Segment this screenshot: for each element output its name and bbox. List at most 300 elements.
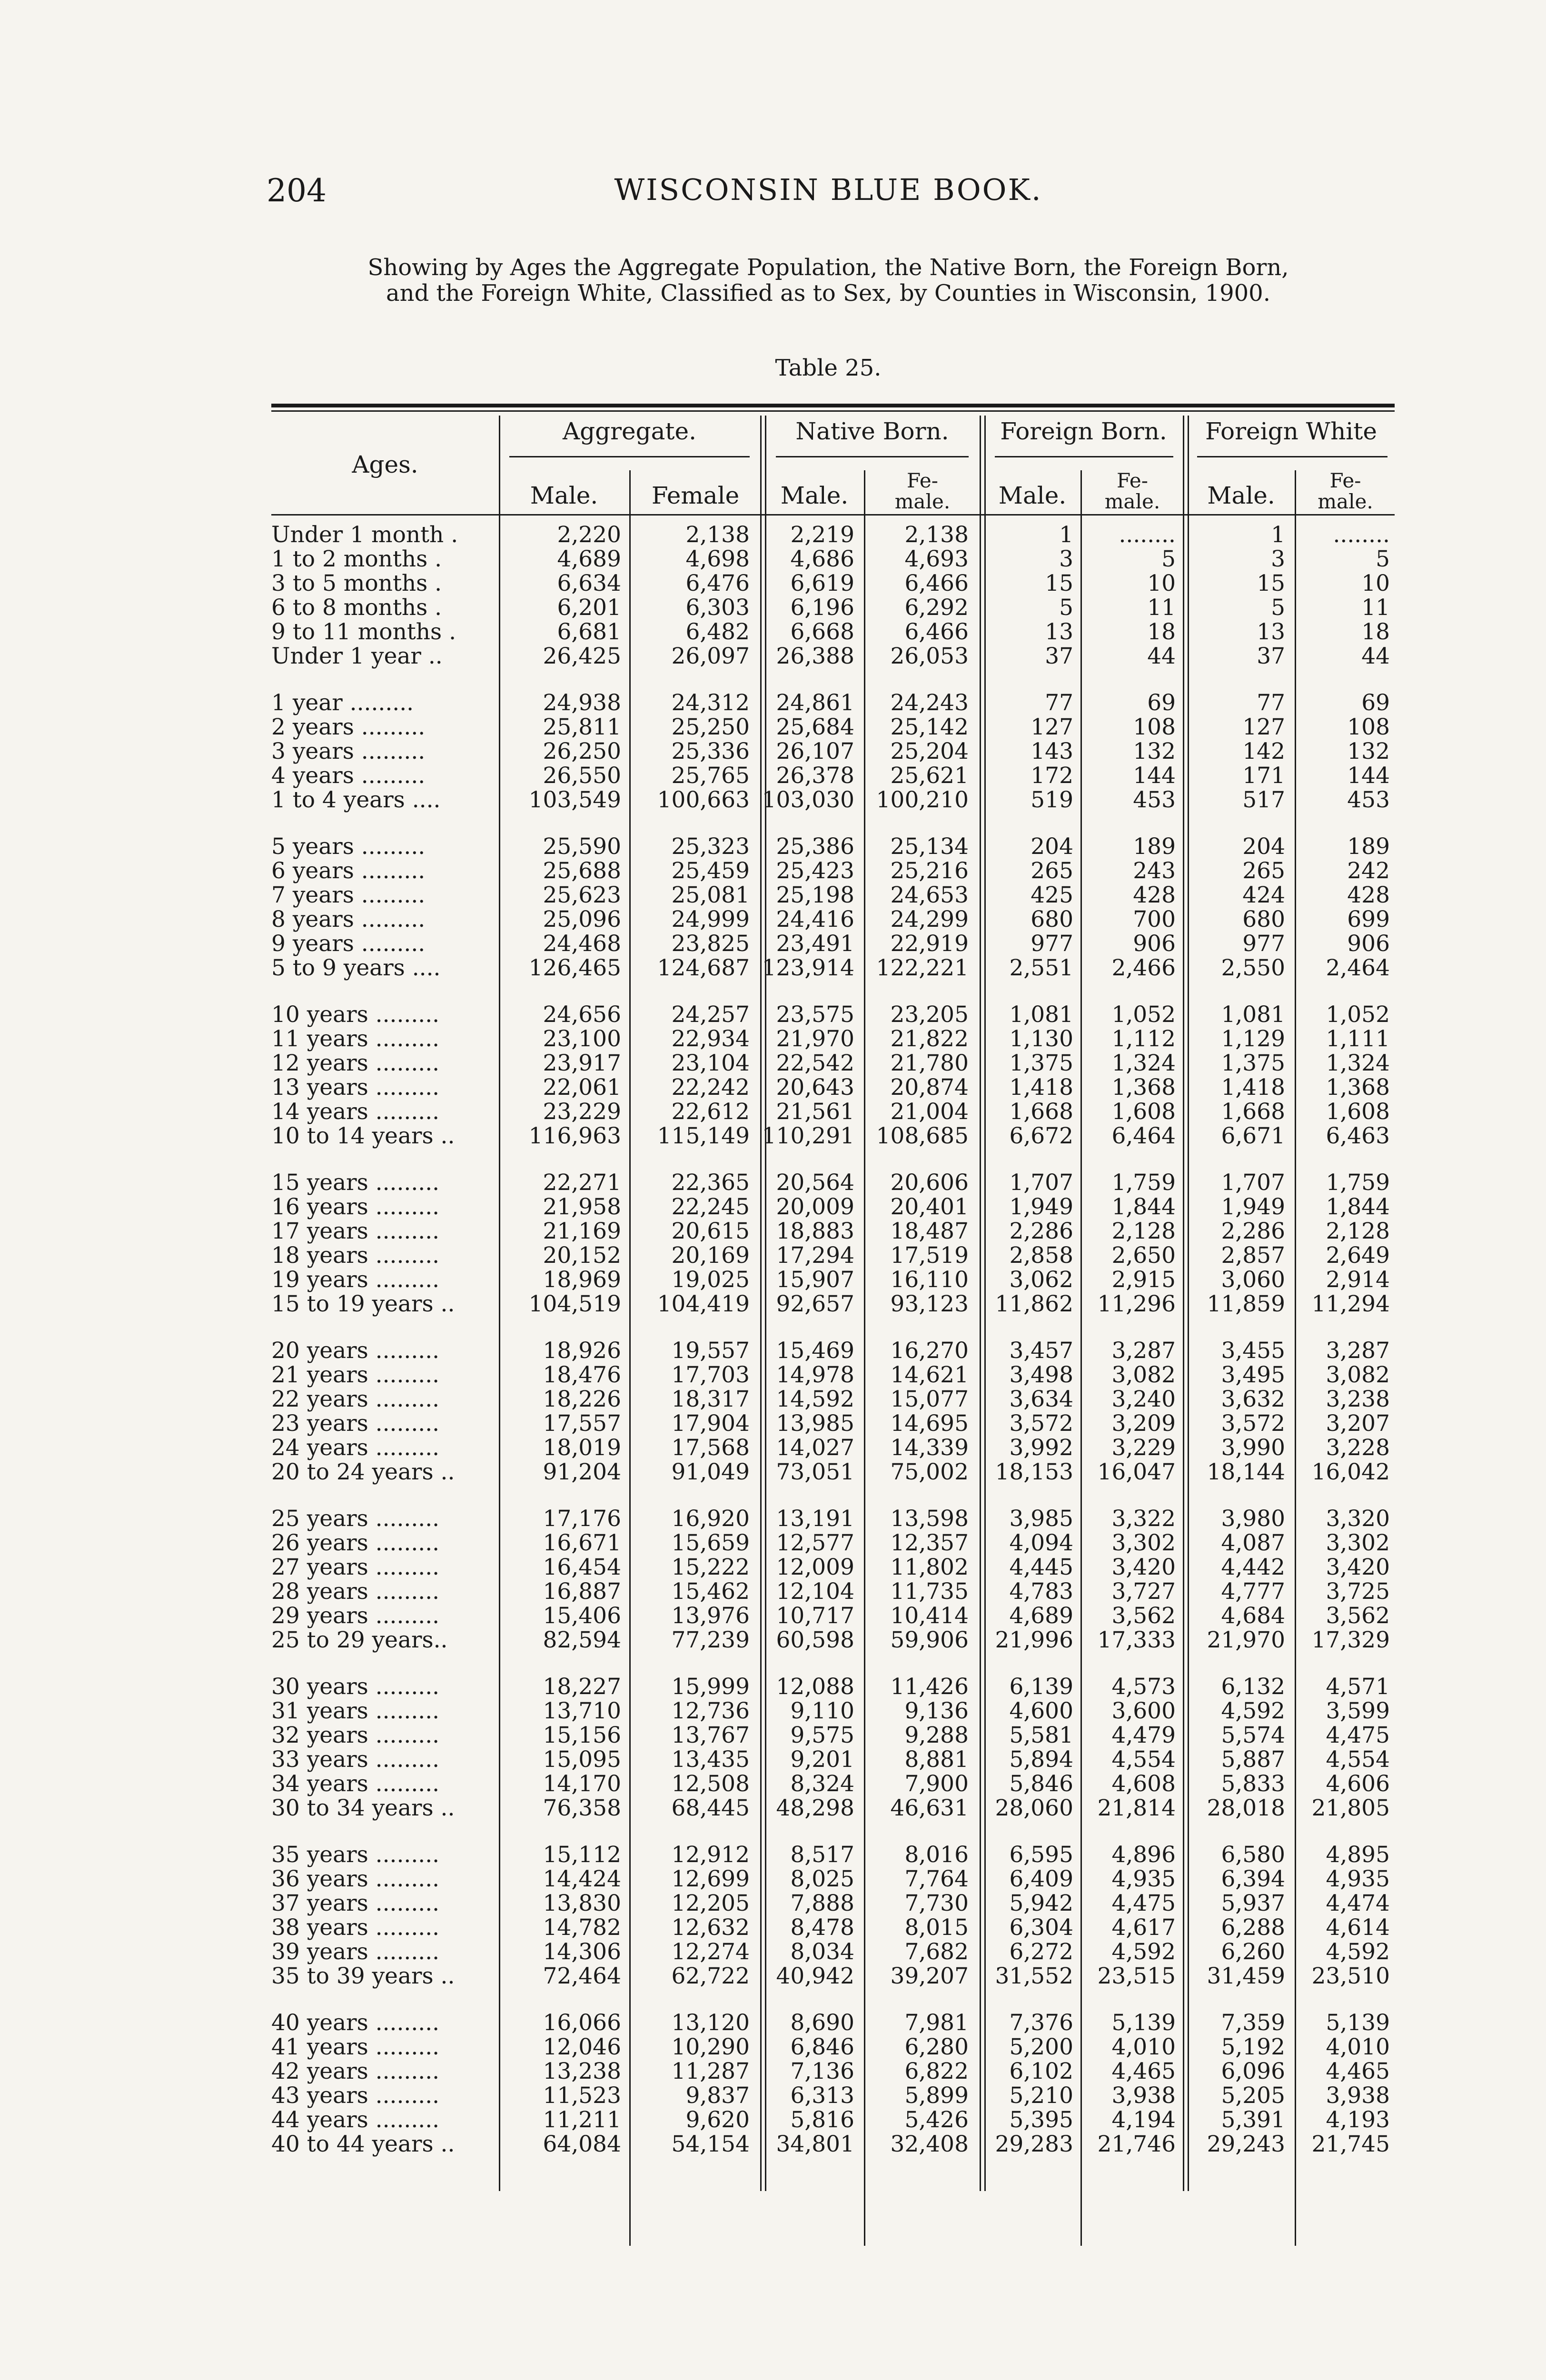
- header-native-male: Male.: [780, 482, 849, 509]
- cell-foreign-male: 5,200: [1009, 2034, 1073, 2060]
- cell-foreign-male: 4,094: [1009, 1530, 1073, 1556]
- cell-aggregate-female: 17,904: [671, 1410, 750, 1437]
- cell-native-female: 39,207: [890, 1963, 969, 1989]
- header-male-suffix: male.: [1318, 490, 1373, 513]
- age-group: [271, 1339, 1395, 1484]
- cell-aggregate-female: 68,445: [671, 1795, 750, 1821]
- cell-white-male: 680: [1242, 906, 1285, 932]
- age-label: 15 years .........: [271, 1170, 440, 1196]
- cell-white-female: 1,052: [1326, 1002, 1390, 1028]
- cell-white-female: 3,302: [1326, 1530, 1390, 1556]
- cell-foreign-male: 4,689: [1009, 1603, 1073, 1629]
- cell-aggregate-male: 103,549: [528, 787, 621, 813]
- age-label: 7 years .........: [271, 882, 426, 908]
- cell-foreign-female: 108: [1133, 714, 1176, 740]
- cell-native-male: 10,717: [776, 1603, 854, 1629]
- age-label: 20 years .........: [271, 1338, 440, 1364]
- cell-aggregate-male: 20,152: [543, 1242, 621, 1269]
- cell-foreign-male: 519: [1031, 787, 1073, 813]
- cell-native-female: 46,631: [890, 1795, 969, 1821]
- cell-aggregate-male: 16,887: [543, 1578, 621, 1605]
- table-row: [271, 691, 1395, 715]
- cell-white-female: 1,844: [1326, 1194, 1390, 1220]
- cell-aggregate-female: 11,287: [671, 2058, 750, 2084]
- cell-aggregate-male: 23,917: [543, 1050, 621, 1076]
- header-bottom-rule: [271, 514, 1395, 516]
- cell-foreign-female: 17,333: [1097, 1627, 1176, 1653]
- cell-aggregate-male: 26,250: [543, 738, 621, 764]
- cell-native-female: 20,401: [890, 1194, 969, 1220]
- cell-native-female: 18,487: [890, 1218, 969, 1244]
- cell-native-female: 7,730: [904, 1890, 969, 1916]
- cell-white-male: 13: [1257, 619, 1285, 645]
- cell-aggregate-male: 6,681: [557, 619, 621, 645]
- age-group: [271, 691, 1395, 812]
- header-white-male: Male.: [1207, 482, 1275, 509]
- cell-white-male: 4,087: [1221, 1530, 1285, 1556]
- cell-foreign-male: 5,894: [1009, 1746, 1073, 1773]
- cell-aggregate-female: 22,365: [671, 1170, 750, 1196]
- cell-aggregate-female: 22,612: [671, 1099, 750, 1125]
- cell-foreign-male: 1,375: [1009, 1050, 1073, 1076]
- header-native-born: Native Born.: [795, 417, 949, 445]
- cell-aggregate-female: 15,222: [671, 1554, 750, 1580]
- cell-white-male: 127: [1242, 714, 1285, 740]
- cell-native-male: 12,577: [776, 1530, 854, 1556]
- cell-native-female: 24,243: [890, 690, 969, 716]
- cell-foreign-female: 132: [1133, 738, 1176, 764]
- age-label: 33 years .........: [271, 1746, 440, 1773]
- age-label: 27 years .........: [271, 1554, 440, 1580]
- header-aggregate-female: Female: [651, 482, 740, 509]
- age-group: [271, 1170, 1395, 1316]
- cell-white-female: 2,914: [1326, 1267, 1390, 1293]
- cell-aggregate-male: 25,096: [543, 906, 621, 932]
- cell-native-male: 9,575: [790, 1722, 854, 1748]
- cell-aggregate-female: 13,767: [671, 1722, 750, 1748]
- table-row: [271, 1723, 1395, 1747]
- cell-foreign-male: 1,130: [1009, 1026, 1073, 1052]
- table-row: [271, 1604, 1395, 1628]
- cell-foreign-female: 3,082: [1111, 1362, 1176, 1388]
- cell-foreign-male: 1: [1059, 522, 1073, 548]
- age-group: [271, 1843, 1395, 1988]
- table-row: [271, 1363, 1395, 1387]
- cell-native-female: 17,519: [890, 1242, 969, 1269]
- cell-native-male: 103,030: [762, 787, 854, 813]
- cell-white-female: 3,420: [1326, 1554, 1390, 1580]
- cell-white-male: 28,018: [1207, 1795, 1285, 1821]
- table-row: [271, 2083, 1395, 2108]
- table-row: [271, 1531, 1395, 1555]
- cell-native-male: 14,978: [776, 1362, 854, 1388]
- cell-white-female: 4,592: [1326, 1939, 1390, 1965]
- cell-white-female: 21,805: [1311, 1795, 1390, 1821]
- header-aggregate: Aggregate.: [562, 417, 696, 445]
- cell-native-female: 7,981: [904, 2010, 969, 2036]
- age-label: 22 years .........: [271, 1386, 440, 1412]
- cell-native-male: 24,861: [776, 690, 854, 716]
- table-row: [271, 1387, 1395, 1411]
- cell-aggregate-female: 19,025: [671, 1267, 750, 1293]
- running-header: [267, 172, 1390, 215]
- cell-white-male: 4,684: [1221, 1603, 1285, 1629]
- age-label: 24 years .........: [271, 1435, 440, 1461]
- cell-foreign-male: 6,595: [1009, 1842, 1073, 1868]
- cell-foreign-female: 243: [1133, 858, 1176, 884]
- cell-native-male: 7,888: [790, 1890, 854, 1916]
- cell-native-female: 8,881: [904, 1746, 969, 1773]
- cell-aggregate-female: 12,699: [671, 1866, 750, 1892]
- cell-native-female: 14,695: [890, 1410, 969, 1437]
- cell-white-female: 242: [1347, 858, 1390, 884]
- cell-aggregate-female: 15,462: [671, 1578, 750, 1605]
- cell-white-male: 11,859: [1207, 1291, 1285, 1317]
- table-row: [271, 764, 1395, 788]
- cell-white-male: 977: [1242, 931, 1285, 957]
- cell-white-female: 4,571: [1326, 1674, 1390, 1700]
- cell-foreign-female: 1,112: [1111, 1026, 1176, 1052]
- cell-aggregate-male: 17,557: [543, 1410, 621, 1437]
- cell-aggregate-female: 24,999: [671, 906, 750, 932]
- cell-aggregate-female: 22,242: [671, 1074, 750, 1101]
- table-row: [271, 1507, 1395, 1531]
- cell-white-female: 1,368: [1326, 1074, 1390, 1101]
- cell-white-female: 10: [1361, 570, 1390, 596]
- cell-native-female: 75,002: [890, 1459, 969, 1485]
- cell-foreign-male: 3,457: [1009, 1338, 1073, 1364]
- table-row: [271, 715, 1395, 739]
- cell-foreign-male: 425: [1031, 882, 1073, 908]
- cell-native-male: 48,298: [776, 1795, 854, 1821]
- age-label: 41 years .........: [271, 2034, 440, 2060]
- cell-foreign-male: 28,060: [995, 1795, 1073, 1821]
- cell-aggregate-female: 25,336: [671, 738, 750, 764]
- table-row: [271, 1124, 1395, 1148]
- cell-foreign-female: 2,466: [1111, 955, 1176, 981]
- age-label: 13 years .........: [271, 1074, 440, 1101]
- cell-foreign-male: 5,581: [1009, 1722, 1073, 1748]
- age-label: 17 years .........: [271, 1218, 440, 1244]
- cell-foreign-female: 4,554: [1111, 1746, 1176, 1773]
- table-row: [271, 1195, 1395, 1219]
- cell-foreign-female: 16,047: [1097, 1459, 1176, 1485]
- cell-white-male: 3,572: [1221, 1410, 1285, 1437]
- table-row: [271, 2011, 1395, 2035]
- cell-aggregate-female: 20,169: [671, 1242, 750, 1269]
- cell-aggregate-female: 100,663: [657, 787, 750, 813]
- cell-aggregate-male: 13,830: [543, 1890, 621, 1916]
- cell-white-female: 4,475: [1326, 1722, 1390, 1748]
- cell-foreign-female: 4,608: [1111, 1771, 1176, 1797]
- cell-aggregate-male: 23,100: [543, 1026, 621, 1052]
- age-label: 23 years .........: [271, 1410, 440, 1437]
- cell-aggregate-female: 104,419: [657, 1291, 750, 1317]
- cell-foreign-male: 1,707: [1009, 1170, 1073, 1196]
- cell-native-female: 21,822: [890, 1026, 969, 1052]
- cell-foreign-male: 77: [1045, 690, 1073, 716]
- header-ages: Ages.: [352, 451, 418, 478]
- cell-foreign-male: 5,846: [1009, 1771, 1073, 1797]
- cell-white-male: 265: [1242, 858, 1285, 884]
- cell-native-male: 12,009: [776, 1554, 854, 1580]
- cell-white-female: 18: [1361, 619, 1390, 645]
- cell-aggregate-male: 15,156: [543, 1722, 621, 1748]
- cell-native-male: 21,970: [776, 1026, 854, 1052]
- cell-foreign-female: 4,475: [1111, 1890, 1176, 1916]
- table-row: [271, 859, 1395, 883]
- cell-aggregate-male: 18,926: [543, 1338, 621, 1364]
- age-label: 5 to 9 years ....: [271, 955, 441, 981]
- cell-foreign-female: 3,420: [1111, 1554, 1176, 1580]
- cell-white-female: 1,608: [1326, 1099, 1390, 1125]
- cell-white-male: 2,550: [1221, 955, 1285, 981]
- cell-white-female: 3,207: [1326, 1410, 1390, 1437]
- table-title: Table 25.: [775, 355, 882, 381]
- cell-foreign-female: 1,324: [1111, 1050, 1176, 1076]
- cell-aggregate-female: 25,459: [671, 858, 750, 884]
- age-label: Under 1 year ..: [271, 643, 443, 669]
- cell-aggregate-female: 19,557: [671, 1338, 750, 1364]
- cell-foreign-male: 172: [1031, 763, 1073, 789]
- cell-native-male: 6,668: [790, 619, 854, 645]
- cell-white-male: 5,937: [1221, 1890, 1285, 1916]
- table-row: [271, 571, 1395, 595]
- age-label: 25 to 29 years..: [271, 1627, 448, 1653]
- age-label: 20 to 24 years ..: [271, 1459, 455, 1485]
- cell-native-male: 6,313: [790, 2082, 854, 2109]
- table-row: [271, 1867, 1395, 1891]
- table-row: [271, 1940, 1395, 1964]
- cell-native-female: 14,339: [890, 1435, 969, 1461]
- table-row: [271, 1051, 1395, 1075]
- cell-foreign-male: 3,634: [1009, 1386, 1073, 1412]
- cell-native-male: 8,517: [790, 1842, 854, 1868]
- cell-white-female: 453: [1347, 787, 1390, 813]
- cell-foreign-male: 11,862: [995, 1291, 1073, 1317]
- table-row: [271, 2132, 1395, 2156]
- table-top-rule-thin: [271, 410, 1395, 412]
- cell-white-female: 16,042: [1311, 1459, 1390, 1485]
- cell-aggregate-female: 13,120: [671, 2010, 750, 2036]
- cell-white-male: 3,455: [1221, 1338, 1285, 1364]
- cell-aggregate-male: 14,782: [543, 1914, 621, 1941]
- cell-native-female: 7,900: [904, 1771, 969, 1797]
- cell-aggregate-male: 14,424: [543, 1866, 621, 1892]
- table-row: [271, 788, 1395, 812]
- cell-native-female: 59,906: [890, 1627, 969, 1653]
- cell-white-female: 1,759: [1326, 1170, 1390, 1196]
- cell-aggregate-male: 25,688: [543, 858, 621, 884]
- cell-white-female: 4,614: [1326, 1914, 1390, 1941]
- cell-white-male: 5,574: [1221, 1722, 1285, 1748]
- age-label: 32 years .........: [271, 1722, 440, 1748]
- cell-aggregate-male: 22,271: [543, 1170, 621, 1196]
- cell-native-female: 6,466: [904, 570, 969, 596]
- cell-aggregate-female: 12,274: [671, 1939, 750, 1965]
- cell-foreign-male: 21,996: [995, 1627, 1073, 1653]
- cell-native-female: 2,138: [904, 522, 969, 548]
- cell-native-male: 15,907: [776, 1267, 854, 1293]
- cell-native-male: 2,219: [790, 522, 854, 548]
- running-title: WISCONSIN BLUE BOOK.: [614, 172, 1042, 207]
- table-row: [271, 1411, 1395, 1436]
- age-label: 3 to 5 months .: [271, 570, 442, 596]
- cell-foreign-female: 4,592: [1111, 1939, 1176, 1965]
- table-row: [271, 883, 1395, 907]
- cell-white-female: 5,139: [1326, 2010, 1390, 2036]
- cell-foreign-male: 4,600: [1009, 1698, 1073, 1724]
- cell-native-female: 11,426: [890, 1674, 969, 1700]
- age-label: 4 years .........: [271, 763, 426, 789]
- cell-white-female: 4,935: [1326, 1866, 1390, 1892]
- header-foreign-female: [1082, 470, 1183, 512]
- cell-foreign-female: 3,229: [1111, 1435, 1176, 1461]
- cell-foreign-male: 3,572: [1009, 1410, 1073, 1437]
- table-row: [271, 523, 1395, 547]
- cell-white-male: 4,777: [1221, 1578, 1285, 1605]
- cell-aggregate-male: 25,623: [543, 882, 621, 908]
- cell-foreign-female: 21,746: [1097, 2131, 1176, 2157]
- age-label: 34 years .........: [271, 1771, 440, 1797]
- cell-aggregate-male: 2,220: [557, 522, 621, 548]
- cell-foreign-female: 5,139: [1111, 2010, 1176, 2036]
- cell-white-female: 3,228: [1326, 1435, 1390, 1461]
- cell-foreign-male: 5,942: [1009, 1890, 1073, 1916]
- cell-white-female: 3,725: [1326, 1578, 1390, 1605]
- cell-native-female: 9,288: [904, 1722, 969, 1748]
- cell-aggregate-male: 11,523: [543, 2082, 621, 2109]
- cell-native-male: 8,025: [790, 1866, 854, 1892]
- cell-white-female: 144: [1347, 763, 1390, 789]
- cell-aggregate-female: 16,920: [671, 1506, 750, 1532]
- table-row: [271, 1075, 1395, 1100]
- cell-foreign-male: 143: [1031, 738, 1073, 764]
- table-row: [271, 2035, 1395, 2059]
- cell-white-male: 1,668: [1221, 1099, 1285, 1125]
- cell-foreign-male: 37: [1045, 643, 1073, 669]
- cell-white-female: 21,745: [1311, 2131, 1390, 2157]
- cell-foreign-female: 3,302: [1111, 1530, 1176, 1556]
- cell-white-female: 11,294: [1311, 1291, 1390, 1317]
- header-foreign-born: Foreign Born.: [1000, 417, 1167, 445]
- cell-aggregate-male: 23,229: [543, 1099, 621, 1125]
- table-row: [271, 1747, 1395, 1772]
- cell-white-male: 29,243: [1207, 2131, 1285, 2157]
- table-row: [271, 595, 1395, 620]
- age-label: 25 years .........: [271, 1506, 440, 1532]
- cell-native-male: 13,191: [776, 1506, 854, 1532]
- cell-native-female: 6,822: [904, 2058, 969, 2084]
- cell-native-female: 25,204: [890, 738, 969, 764]
- cell-native-male: 34,801: [776, 2131, 854, 2157]
- cell-white-male: 171: [1242, 763, 1285, 789]
- cell-native-female: 8,016: [904, 1842, 969, 1868]
- table-row: [271, 1628, 1395, 1652]
- cell-white-male: 4,442: [1221, 1554, 1285, 1580]
- cell-white-female: 4,465: [1326, 2058, 1390, 2084]
- age-group: [271, 1002, 1395, 1148]
- cell-white-male: 18,144: [1207, 1459, 1285, 1485]
- cell-white-female: 189: [1347, 833, 1390, 860]
- cell-aggregate-male: 18,969: [543, 1267, 621, 1293]
- cell-native-female: 13,598: [890, 1506, 969, 1532]
- cell-foreign-male: 1,668: [1009, 1099, 1073, 1125]
- cell-native-female: 20,606: [890, 1170, 969, 1196]
- cell-native-female: 6,280: [904, 2034, 969, 2060]
- cell-aggregate-female: 23,825: [671, 931, 750, 957]
- table-row: [271, 1555, 1395, 1579]
- table-row: [271, 1339, 1395, 1363]
- cell-foreign-female: 3,322: [1111, 1506, 1176, 1532]
- cell-native-female: 25,216: [890, 858, 969, 884]
- table-caption: [267, 255, 1390, 306]
- cell-white-male: 37: [1257, 643, 1285, 669]
- cell-aggregate-male: 76,358: [543, 1795, 621, 1821]
- cell-foreign-female: 23,515: [1097, 1963, 1176, 1989]
- cell-aggregate-female: 13,435: [671, 1746, 750, 1773]
- cell-foreign-female: 453: [1133, 787, 1176, 813]
- cell-white-male: 31,459: [1207, 1963, 1285, 1989]
- cell-white-male: 5: [1271, 595, 1285, 621]
- cell-white-female: 1,324: [1326, 1050, 1390, 1076]
- cell-white-male: 1,707: [1221, 1170, 1285, 1196]
- cell-aggregate-female: 12,205: [671, 1890, 750, 1916]
- table-row: [271, 1772, 1395, 1796]
- header-underline: [995, 456, 1173, 457]
- cell-native-female: 32,408: [890, 2131, 969, 2157]
- cell-native-female: 7,764: [904, 1866, 969, 1892]
- cell-white-female: 3,287: [1326, 1338, 1390, 1364]
- cell-white-male: 5,391: [1221, 2107, 1285, 2133]
- age-group: [271, 2011, 1395, 2156]
- cell-native-male: 123,914: [762, 955, 854, 981]
- cell-foreign-female: 1,368: [1111, 1074, 1176, 1101]
- age-label: 15 to 19 years ..: [271, 1291, 455, 1317]
- cell-white-male: 1,949: [1221, 1194, 1285, 1220]
- cell-aggregate-male: 25,590: [543, 833, 621, 860]
- cell-aggregate-male: 16,454: [543, 1554, 621, 1580]
- table-row: [271, 1170, 1395, 1195]
- cell-native-male: 20,643: [776, 1074, 854, 1101]
- cell-native-female: 6,292: [904, 595, 969, 621]
- cell-native-male: 6,846: [790, 2034, 854, 2060]
- cell-aggregate-female: 9,620: [685, 2107, 750, 2133]
- cell-aggregate-male: 15,095: [543, 1746, 621, 1773]
- table-row: [271, 2059, 1395, 2083]
- cell-white-female: 44: [1361, 643, 1390, 669]
- cell-native-male: 14,027: [776, 1435, 854, 1461]
- cell-native-male: 17,294: [776, 1242, 854, 1269]
- cell-native-male: 6,196: [790, 595, 854, 621]
- cell-native-male: 20,564: [776, 1170, 854, 1196]
- age-label: 1 year .........: [271, 690, 414, 716]
- cell-white-male: 1,375: [1221, 1050, 1285, 1076]
- age-label: 35 to 39 years ..: [271, 1963, 455, 1989]
- cell-native-female: 21,780: [890, 1050, 969, 1076]
- cell-native-male: 13,985: [776, 1410, 854, 1437]
- cell-white-male: 6,394: [1221, 1866, 1285, 1892]
- age-label: 40 years .........: [271, 2010, 440, 2036]
- cell-aggregate-female: 54,154: [671, 2131, 750, 2157]
- cell-white-female: 2,128: [1326, 1218, 1390, 1244]
- cell-foreign-female: 18: [1147, 619, 1176, 645]
- cell-foreign-female: 11,296: [1097, 1291, 1176, 1317]
- cell-foreign-male: 3: [1059, 546, 1073, 572]
- cell-white-male: 1,081: [1221, 1002, 1285, 1028]
- cell-foreign-male: 6,139: [1009, 1674, 1073, 1700]
- age-label: 2 years .........: [271, 714, 426, 740]
